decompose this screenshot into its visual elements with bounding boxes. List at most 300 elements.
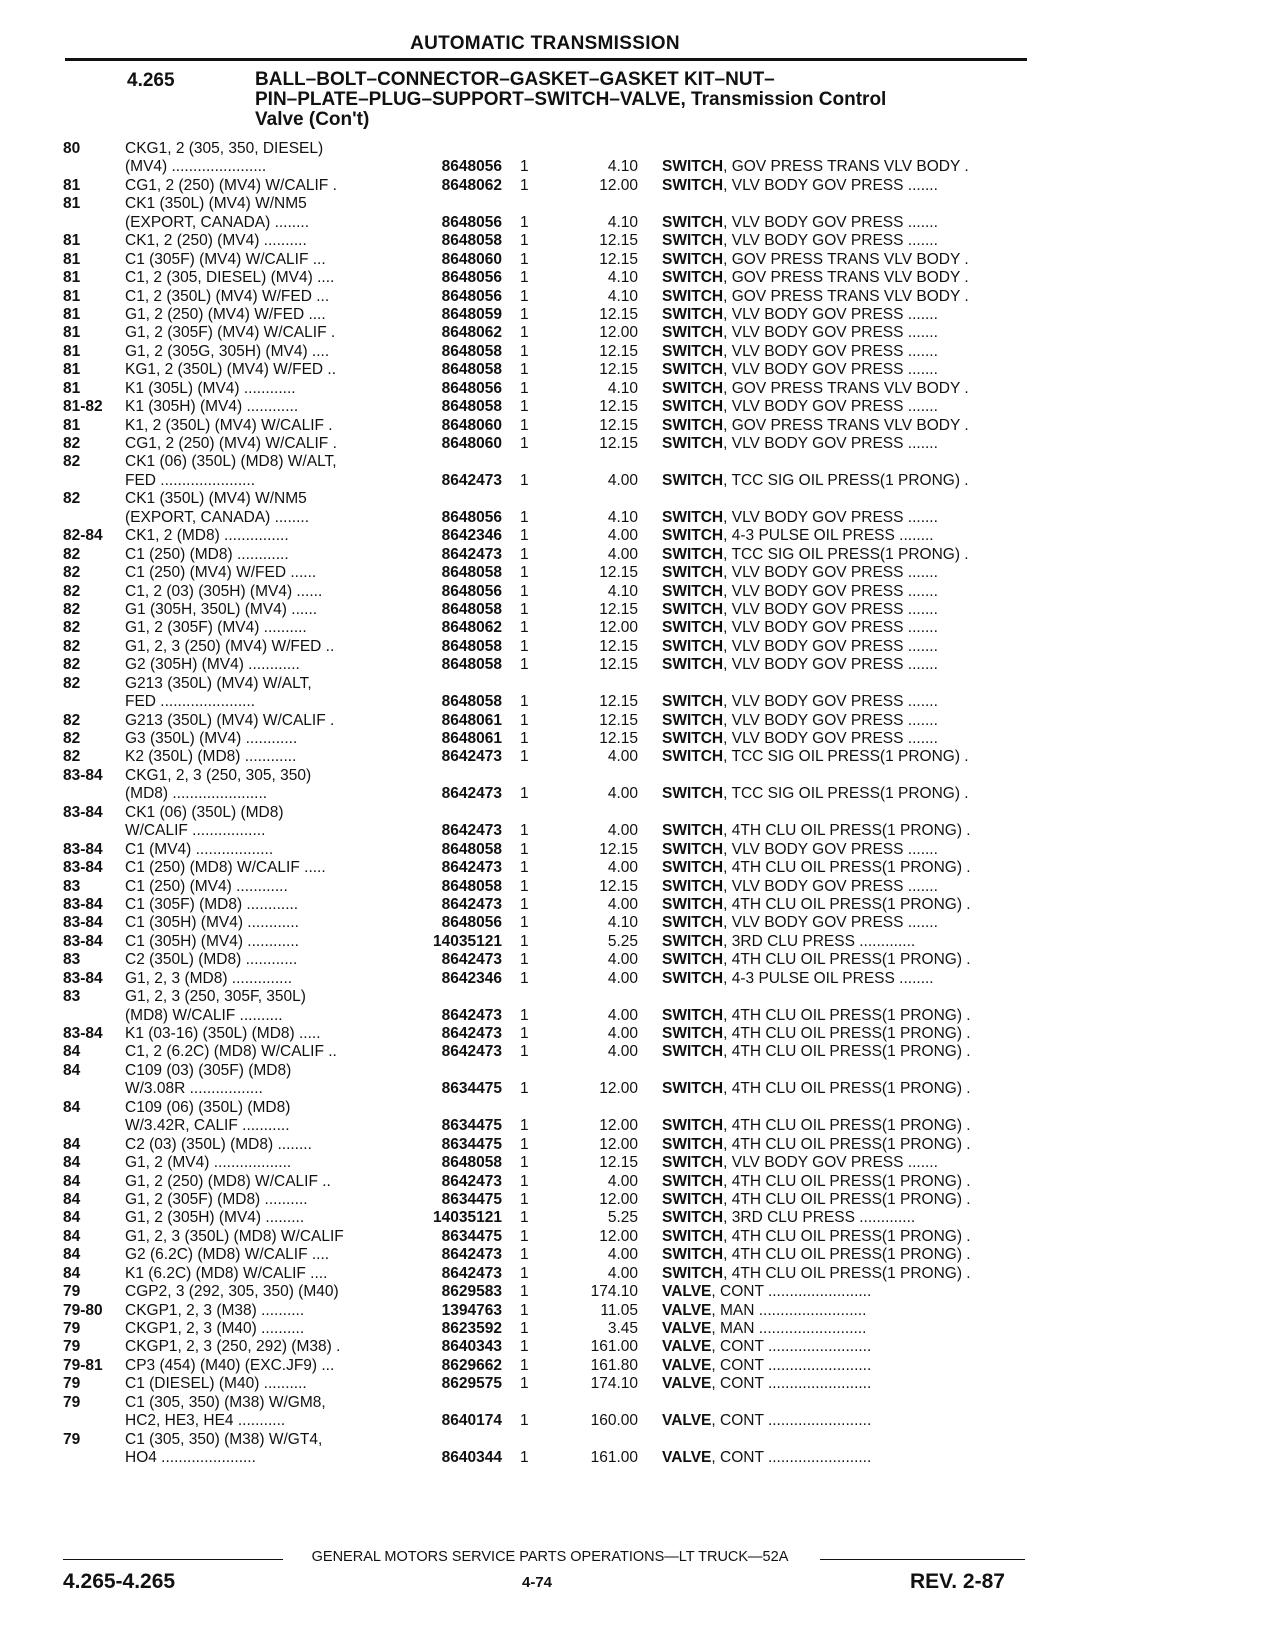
quantity: 1	[520, 1338, 529, 1356]
quantity: 1	[520, 748, 529, 766]
part-name-noun: SWITCH	[662, 324, 724, 342]
list-item	[0, 693, 1280, 711]
price: 4.00	[607, 895, 638, 913]
figure-number: 82	[63, 619, 81, 637]
price: 12.15	[599, 637, 638, 655]
list-item	[0, 140, 1280, 158]
model-description: C1, 2 (6.2C) (MD8) W/CALIF ..	[125, 1043, 337, 1061]
quantity: 1	[520, 656, 529, 674]
part-name-noun: SWITCH	[662, 232, 724, 250]
figure-number: 79-81	[63, 1356, 103, 1374]
quantity: 1	[520, 951, 529, 969]
part-name-noun: SWITCH	[662, 416, 724, 434]
part-name-noun: SWITCH	[662, 656, 724, 674]
part-name-noun: SWITCH	[662, 269, 724, 287]
part-number: 8648061	[441, 730, 502, 747]
price: 3.45	[607, 1320, 638, 1337]
part-name-detail: , 4TH CLU OIL PRESS(1 PRONG) .	[723, 951, 971, 969]
price: 4.00	[607, 471, 638, 489]
price: 12.15	[599, 711, 638, 729]
price: 12.00	[599, 619, 638, 637]
part-number: 8642346	[441, 969, 502, 987]
part-name	[662, 1191, 971, 1209]
price: 160.00	[590, 1412, 638, 1430]
price: 5.25	[607, 1209, 638, 1227]
part-name-detail: , 4TH CLU OIL PRESS(1 PRONG) .	[723, 822, 971, 840]
model-description: G1, 2 (305G, 305H) (MV4) ....	[125, 342, 330, 360]
part-name-noun: SWITCH	[662, 748, 724, 766]
part-number: 8648062	[441, 619, 502, 637]
price: 12.00	[599, 1080, 638, 1098]
header-rule	[65, 58, 1027, 61]
part-name	[662, 601, 938, 619]
model-description: CK1 (350L) (MV4) W/NM5	[125, 490, 307, 508]
model-description: W/3.42R, CALIF ...........	[125, 1117, 290, 1135]
list-item	[0, 1265, 1280, 1283]
model-description: K1 (6.2C) (MD8) W/CALIF ....	[125, 1264, 328, 1282]
model-description: G1, 2 (305F) (MV4) ..........	[125, 619, 307, 637]
part-number: 8648059	[441, 305, 502, 323]
list-item	[0, 1431, 1280, 1449]
list-item	[0, 1302, 1280, 1320]
price: 4.10	[607, 269, 638, 287]
model-description: CG1, 2 (250) (MV4) W/CALIF .	[125, 176, 337, 194]
list-item	[0, 1338, 1280, 1356]
figure-number: 82	[63, 435, 81, 452]
model-description: K1 (03-16) (350L) (MD8) .....	[125, 1025, 321, 1042]
part-name-detail: , 4TH CLU OIL PRESS(1 PRONG) .	[723, 1043, 971, 1061]
part-name-detail: , CONT ........................	[711, 1338, 872, 1356]
quantity: 1	[520, 232, 529, 250]
part-number: 8640344	[441, 1449, 502, 1467]
part-number: 8648058	[441, 398, 502, 416]
quantity: 1	[520, 1449, 529, 1467]
price: 4.00	[607, 951, 638, 969]
part-name-noun: SWITCH	[662, 158, 724, 176]
figure-number: 83	[63, 877, 81, 895]
model-description: G1, 2 (305F) (MV4) W/CALIF .	[125, 324, 336, 342]
part-name	[662, 1283, 871, 1301]
list-item	[0, 712, 1280, 730]
part-number: 8634475	[441, 1117, 502, 1135]
figure-number: 81-82	[63, 398, 103, 416]
figure-number: 79-80	[63, 1301, 103, 1319]
part-name-noun: SWITCH	[662, 693, 724, 711]
part-name-noun: SWITCH	[662, 914, 724, 932]
part-name-noun: SWITCH	[662, 1246, 724, 1264]
footer-rule-right	[820, 1559, 1025, 1560]
part-name	[662, 398, 938, 416]
model-description: G213 (350L) (MV4) W/ALT,	[125, 674, 312, 692]
quantity: 1	[520, 932, 529, 950]
part-name-noun: SWITCH	[662, 361, 724, 379]
model-description: C1 (DIESEL) (M40) ..........	[125, 1375, 307, 1393]
list-item	[0, 988, 1280, 1006]
figure-number: 81	[63, 287, 81, 305]
part-name-detail: , VLV BODY GOV PRESS .......	[723, 693, 938, 711]
model-description: FED ......................	[125, 693, 256, 711]
part-name-detail: , VLV BODY GOV PRESS .......	[723, 305, 938, 323]
part-name-detail: , VLV BODY GOV PRESS .......	[723, 342, 938, 360]
part-name	[662, 288, 969, 306]
part-name	[662, 269, 969, 287]
part-name-noun: SWITCH	[662, 527, 724, 545]
list-item	[0, 933, 1280, 951]
list-item	[0, 675, 1280, 693]
figure-number: 83-84	[63, 914, 103, 932]
part-name	[662, 1375, 871, 1393]
part-name-noun: SWITCH	[662, 840, 724, 858]
figure-number: 83-84	[63, 969, 103, 987]
part-name	[662, 1043, 971, 1061]
figure-number: 82	[63, 600, 81, 618]
part-number: 8629575	[441, 1375, 502, 1393]
figure-number: 84	[63, 1098, 81, 1116]
list-item	[0, 1099, 1280, 1117]
part-number: 8634475	[441, 1135, 502, 1153]
price: 4.10	[607, 379, 638, 397]
price: 161.80	[590, 1356, 638, 1374]
figure-number: 82	[63, 748, 81, 766]
quantity: 1	[520, 416, 529, 434]
part-name	[662, 712, 938, 730]
part-name-detail: , GOV PRESS TRANS VLV BODY .	[723, 287, 969, 305]
list-item	[0, 251, 1280, 269]
quantity: 1	[520, 969, 529, 987]
model-description: C1 (MV4) ..................	[125, 840, 274, 858]
part-number: 8648058	[441, 1154, 502, 1172]
figure-number: 82	[63, 674, 81, 692]
quantity: 1	[520, 637, 529, 655]
part-number: 8648056	[441, 213, 502, 231]
footer-revision: REV. 2-87	[910, 1570, 1005, 1593]
quantity: 1	[520, 1043, 529, 1061]
figure-number: 84	[63, 1061, 81, 1079]
list-item	[0, 804, 1280, 822]
list-item	[0, 343, 1280, 361]
part-name	[662, 951, 971, 969]
part-name	[662, 1117, 971, 1135]
part-name	[662, 472, 969, 490]
price: 12.00	[599, 1190, 638, 1208]
model-description: G1, 2 (305H) (MV4) .........	[125, 1209, 305, 1227]
price: 4.00	[607, 748, 638, 766]
figure-number: 80	[63, 140, 81, 157]
part-name-noun: SWITCH	[662, 1135, 724, 1153]
quantity: 1	[520, 1301, 529, 1319]
price: 11.05	[600, 1301, 638, 1319]
quantity: 1	[520, 1320, 529, 1337]
part-number: 8642473	[441, 748, 502, 766]
figure-number: 79	[63, 1430, 81, 1448]
part-number: 8640174	[441, 1412, 502, 1430]
figure-number: 83-84	[63, 803, 103, 821]
price: 12.15	[599, 435, 638, 452]
part-name	[662, 324, 938, 342]
price: 174.10	[590, 1375, 638, 1393]
list-item	[0, 232, 1280, 250]
price: 4.10	[607, 914, 638, 932]
price: 12.15	[599, 250, 638, 268]
part-number: 8648058	[441, 564, 502, 582]
part-name-noun: SWITCH	[662, 969, 724, 987]
section-number: 4.265	[127, 70, 175, 91]
model-description: C1, 2 (305, DIESEL) (MV4) ....	[125, 269, 335, 287]
part-name-detail: , VLV BODY GOV PRESS .......	[723, 582, 938, 600]
part-name-detail: , TCC SIG OIL PRESS(1 PRONG) .	[723, 785, 969, 803]
list-item	[0, 195, 1280, 213]
quantity: 1	[520, 361, 529, 379]
part-name-detail: , GOV PRESS TRANS VLV BODY .	[723, 250, 969, 268]
section-title-line: Valve (Con't)	[255, 109, 370, 130]
part-name-noun: VALVE	[662, 1301, 712, 1319]
model-description: CP3 (454) (M40) (EXC.JF9) ...	[125, 1356, 335, 1374]
list-item	[0, 398, 1280, 416]
figure-number: 82	[63, 730, 81, 747]
part-name-noun: SWITCH	[662, 508, 724, 526]
list-item	[0, 1173, 1280, 1191]
figure-number: 84	[63, 1190, 81, 1208]
figure-number: 81	[63, 232, 81, 250]
part-number: 8648056	[441, 508, 502, 526]
part-name-noun: VALVE	[662, 1412, 712, 1430]
part-name-detail: , 4TH CLU OIL PRESS(1 PRONG) .	[723, 1227, 971, 1245]
quantity: 1	[520, 435, 529, 452]
figure-number: 81	[63, 361, 81, 379]
figure-number: 81	[63, 416, 81, 434]
model-description: K1 (305H) (MV4) ............	[125, 398, 299, 416]
part-name	[662, 435, 938, 453]
price: 4.00	[607, 822, 638, 840]
price: 12.15	[599, 1154, 638, 1172]
part-name-detail: , VLV BODY GOV PRESS .......	[723, 877, 938, 895]
page-header-title: AUTOMATIC TRANSMISSION	[410, 33, 680, 54]
part-name-noun: SWITCH	[662, 895, 724, 913]
quantity: 1	[520, 1190, 529, 1208]
part-name-noun: SWITCH	[662, 637, 724, 655]
part-name-noun: SWITCH	[662, 951, 724, 969]
part-name-noun: SWITCH	[662, 379, 724, 397]
part-name	[662, 693, 938, 711]
part-name-detail: , 4TH CLU OIL PRESS(1 PRONG) .	[723, 895, 971, 913]
part-name-noun: SWITCH	[662, 435, 724, 452]
part-name-detail: , MAN .........................	[711, 1320, 867, 1337]
figure-number: 79	[63, 1375, 81, 1393]
model-description: CGP2, 3 (292, 305, 350) (M40)	[125, 1283, 339, 1301]
model-description: CK1 (06) (350L) (MD8) W/ALT,	[125, 453, 337, 471]
model-description: C1 (305F) (MV4) W/CALIF ...	[125, 250, 326, 268]
quantity: 1	[520, 1117, 529, 1135]
part-name	[662, 914, 938, 932]
list-item	[0, 214, 1280, 232]
model-description: G1, 2, 3 (350L) (MD8) W/CALIF	[125, 1227, 344, 1245]
part-name	[662, 232, 938, 250]
footer-publisher: GENERAL MOTORS SERVICE PARTS OPERATIONS—LT TRUCK—52A	[311, 1549, 789, 1565]
part-name-detail: , 4TH CLU OIL PRESS(1 PRONG) .	[723, 1190, 971, 1208]
list-item	[0, 435, 1280, 453]
quantity: 1	[520, 1356, 529, 1374]
model-description: C1 (305H) (MV4) ............	[125, 914, 299, 932]
model-description: CK1, 2 (MD8) ...............	[125, 527, 289, 545]
model-description: K1 (305L) (MV4) ............	[125, 379, 296, 397]
part-name	[662, 1246, 971, 1264]
part-name	[662, 933, 915, 951]
price: 161.00	[590, 1449, 638, 1467]
part-name-noun: SWITCH	[662, 932, 724, 950]
figure-number: 84	[63, 1172, 81, 1190]
part-name-noun: SWITCH	[662, 1264, 724, 1282]
part-name	[662, 1228, 971, 1246]
figure-number: 82	[63, 490, 81, 508]
price: 12.15	[599, 564, 638, 582]
part-name	[662, 1173, 971, 1191]
section-title-line: PIN–PLATE–PLUG–SUPPORT–SWITCH–VALVE, Transmission Control	[255, 89, 887, 110]
figure-number: 82	[63, 545, 81, 563]
part-number: 8642473	[441, 1025, 502, 1042]
figure-number: 83-84	[63, 1025, 103, 1042]
model-description: G1 (305H, 350L) (MV4) ......	[125, 600, 318, 618]
part-name-detail: , VLV BODY GOV PRESS .......	[723, 508, 938, 526]
price: 12.15	[599, 600, 638, 618]
part-name	[662, 564, 938, 582]
part-name-noun: VALVE	[662, 1338, 712, 1356]
model-description: G1, 2 (305F) (MD8) ..........	[125, 1190, 308, 1208]
model-description: CKGP1, 2, 3 (250, 292) (M38) .	[125, 1338, 341, 1356]
model-description: G213 (350L) (MV4) W/CALIF .	[125, 711, 335, 729]
figure-number: 84	[63, 1043, 81, 1061]
quantity: 1	[520, 914, 529, 932]
figure-number: 84	[63, 1209, 81, 1227]
part-name-detail: , 3RD CLU PRESS .............	[723, 932, 916, 950]
part-name-detail: , 4TH CLU OIL PRESS(1 PRONG) .	[723, 1264, 971, 1282]
price: 12.15	[599, 398, 638, 416]
part-number: 14035121	[433, 932, 502, 950]
list-item	[0, 656, 1280, 674]
part-name	[662, 638, 938, 656]
model-description: (MD8) W/CALIF ..........	[125, 1006, 283, 1024]
quantity: 1	[520, 527, 529, 545]
part-number: 8642473	[441, 785, 502, 803]
model-description: C1 (250) (MV4) ............	[125, 877, 288, 895]
part-number: 8648056	[441, 158, 502, 176]
model-description: C1 (250) (MD8) W/CALIF .....	[125, 859, 326, 877]
price: 12.15	[599, 361, 638, 379]
part-name-noun: SWITCH	[662, 859, 724, 877]
part-name-detail: , VLV BODY GOV PRESS .......	[723, 361, 938, 379]
part-name-detail: , GOV PRESS TRANS VLV BODY .	[723, 158, 969, 176]
part-number: 8648056	[441, 914, 502, 932]
part-name-noun: SWITCH	[662, 822, 724, 840]
figure-number: 79	[63, 1320, 81, 1337]
list-item	[0, 601, 1280, 619]
figure-number: 83-84	[63, 895, 103, 913]
part-name-detail: , VLV BODY GOV PRESS .......	[723, 619, 938, 637]
part-number: 14035121	[433, 1209, 502, 1227]
price: 4.00	[607, 859, 638, 877]
figure-number: 81	[63, 269, 81, 287]
figure-number: 83-84	[63, 766, 103, 784]
part-name	[662, 251, 969, 269]
part-name-detail: , VLV BODY GOV PRESS .......	[723, 840, 938, 858]
model-description: W/3.08R .................	[125, 1080, 263, 1098]
model-description: C109 (03) (305F) (MD8)	[125, 1061, 292, 1079]
part-number: 8648058	[441, 877, 502, 895]
model-description: (EXPORT, CANADA) ........	[125, 213, 310, 231]
model-description: C2 (03) (350L) (MD8) ........	[125, 1135, 312, 1153]
price: 4.00	[607, 1172, 638, 1190]
part-name-detail: , CONT ........................	[711, 1375, 872, 1393]
section-title	[255, 70, 1015, 130]
quantity: 1	[520, 822, 529, 840]
part-name-detail: , VLV BODY GOV PRESS .......	[723, 914, 938, 932]
price: 174.10	[590, 1283, 638, 1301]
section-title-line: BALL–BOLT–CONNECTOR–GASKET–GASKET KIT–NUT–	[255, 69, 775, 90]
part-number: 8642473	[441, 951, 502, 969]
quantity: 1	[520, 287, 529, 305]
figure-number: 83-84	[63, 840, 103, 858]
part-name	[662, 841, 938, 859]
list-item	[0, 1043, 1280, 1061]
model-description: G1, 2 (MV4) ..................	[125, 1154, 292, 1172]
model-description: HO4 ......................	[125, 1449, 256, 1467]
figure-number: 83-84	[63, 932, 103, 950]
part-name	[662, 1357, 871, 1375]
part-name-detail: , VLV BODY GOV PRESS .......	[723, 398, 938, 416]
part-name	[662, 785, 969, 803]
part-name-noun: VALVE	[662, 1356, 712, 1374]
model-description: FED ......................	[125, 471, 256, 489]
model-description: G2 (6.2C) (MD8) W/CALIF ....	[125, 1246, 330, 1264]
quantity: 1	[520, 1227, 529, 1245]
footer-page-number: 4-74	[522, 1574, 553, 1591]
quantity: 1	[520, 398, 529, 416]
part-name	[662, 214, 938, 232]
part-name	[662, 306, 938, 324]
quantity: 1	[520, 1264, 529, 1282]
figure-number: 84	[63, 1227, 81, 1245]
model-description: C1 (305, 350) (M38) W/GT4,	[125, 1430, 323, 1448]
part-number: 8648058	[441, 656, 502, 674]
quantity: 1	[520, 342, 529, 360]
quantity: 1	[520, 545, 529, 563]
quantity: 1	[520, 324, 529, 342]
part-name	[662, 1136, 971, 1154]
list-item	[0, 158, 1280, 176]
part-name	[662, 1412, 871, 1430]
part-name-detail: , GOV PRESS TRANS VLV BODY .	[723, 269, 969, 287]
price: 161.00	[590, 1338, 638, 1356]
model-description: C1, 2 (350L) (MV4) W/FED ...	[125, 287, 330, 305]
figure-number: 81	[63, 176, 81, 194]
list-item	[0, 324, 1280, 342]
part-name-noun: SWITCH	[662, 730, 724, 747]
part-number: 8642473	[441, 822, 502, 840]
part-name	[662, 730, 938, 748]
model-description: G1, 2, 3 (250, 305F, 350L)	[125, 988, 306, 1006]
list-item	[0, 1191, 1280, 1209]
part-name-noun: SWITCH	[662, 1006, 724, 1024]
part-name	[662, 748, 969, 766]
part-name-detail: , 4TH CLU OIL PRESS(1 PRONG) .	[723, 1172, 971, 1190]
figure-number: 79	[63, 1338, 81, 1356]
figure-number: 81	[63, 379, 81, 397]
price: 4.00	[607, 545, 638, 563]
part-name-noun: SWITCH	[662, 1117, 724, 1135]
part-name-detail: , 4TH CLU OIL PRESS(1 PRONG) .	[723, 1080, 971, 1098]
quantity: 1	[520, 1006, 529, 1024]
list-item	[0, 177, 1280, 195]
price: 4.00	[607, 1264, 638, 1282]
